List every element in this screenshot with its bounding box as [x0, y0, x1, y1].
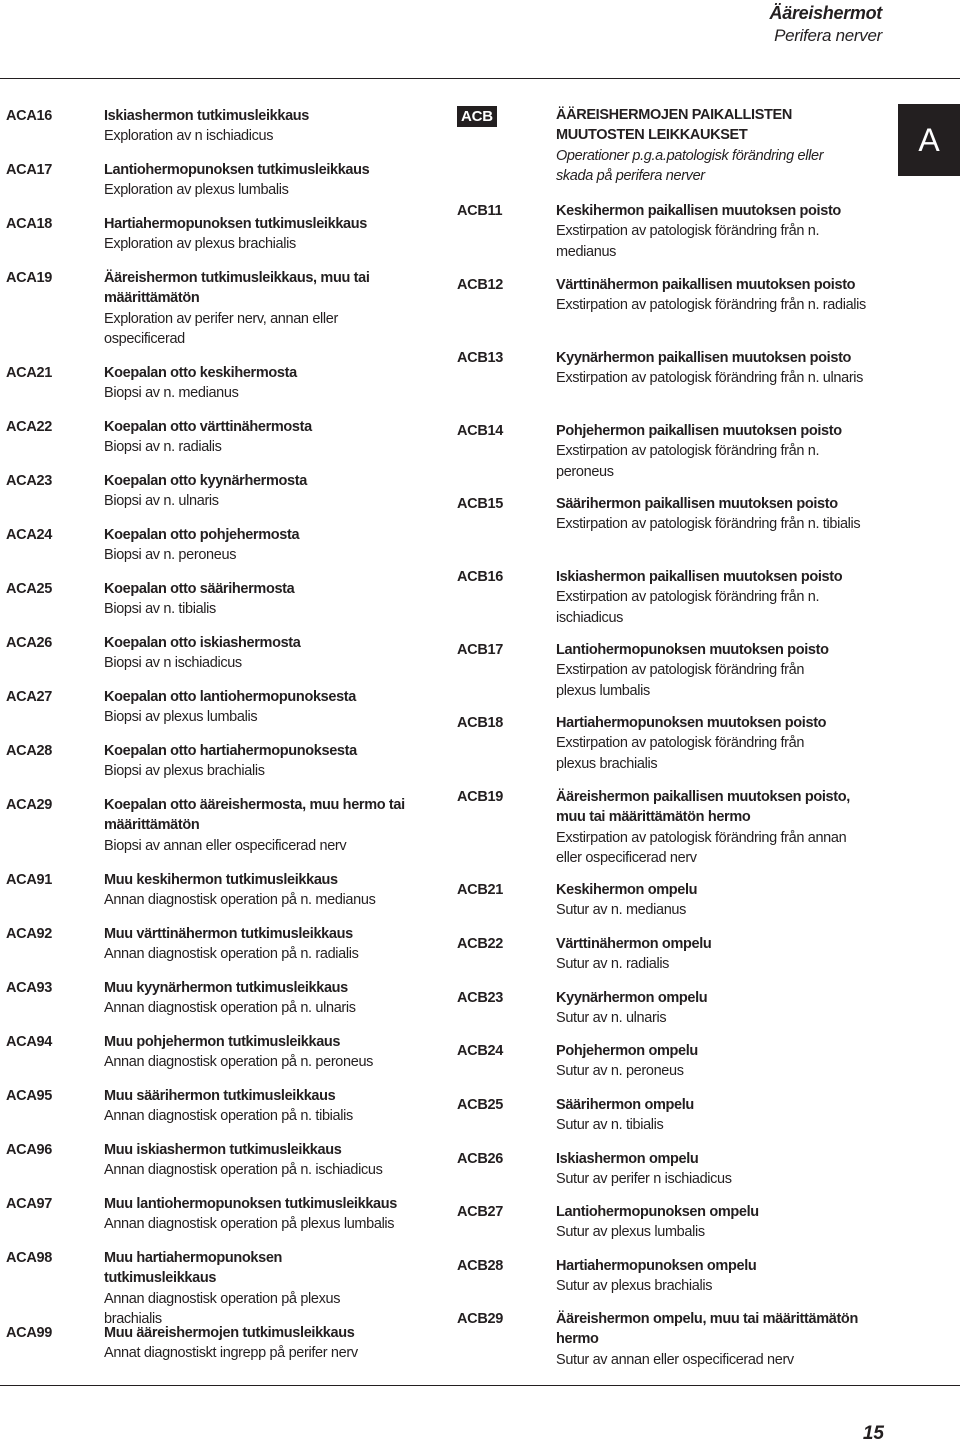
procedure-entry	[556, 934, 876, 975]
procedure-entry	[556, 713, 846, 774]
procedure-title: Muu säärihermon tutkimusleikkaus	[104, 1088, 336, 1104]
procedure-entry	[104, 1194, 434, 1235]
procedure-description: Annan diagnostisk operation på n. peroneus	[104, 1054, 374, 1071]
procedure-title: Keskihermon paikallisen muutoksen poisto	[556, 203, 841, 219]
procedure-title: Muu iskiashermon tutkimusleikkaus	[104, 1142, 342, 1158]
procedure-entry	[556, 787, 871, 869]
procedure-code: ACA93	[6, 980, 53, 996]
procedure-description: Exploration av perifer nerv, annan eller ospecificerad	[104, 310, 338, 348]
procedure-description: Biopsi av plexus brachialis	[104, 763, 265, 780]
procedure-entry	[104, 106, 434, 147]
procedure-title: Koepalan otto lantiohermopunoksesta	[104, 689, 357, 705]
procedure-description: Sutur av n. radialis	[556, 956, 670, 973]
procedure-entry	[104, 1323, 434, 1364]
procedure-entry	[556, 348, 876, 389]
procedure-title: Koepalan otto ääreishermosta, muu hermo tai määrittämätön	[104, 797, 405, 834]
procedure-entry	[556, 494, 876, 535]
procedure-code: ACA16	[6, 108, 53, 124]
procedure-code: ACB13	[457, 350, 504, 366]
procedure-title: Värttinähermon paikallisen muutoksen poisto	[556, 277, 856, 293]
procedure-entry	[556, 880, 876, 921]
procedure-entry	[104, 795, 429, 856]
procedure-code: ACA26	[6, 635, 53, 651]
procedure-description: Exstirpation av patologisk förändring från n. peroneus	[556, 443, 820, 480]
procedure-entry	[556, 567, 876, 628]
procedure-code: ACB17	[457, 642, 504, 658]
procedure-description: Annat diagnostiskt ingrepp på perifer nerv	[104, 1345, 358, 1362]
procedure-code: ACB16	[457, 569, 504, 585]
procedure-code: ACA25	[6, 581, 53, 597]
procedure-entry	[104, 1248, 384, 1330]
procedure-entry	[104, 525, 434, 566]
procedure-entry	[104, 471, 434, 512]
procedure-description: Exstirpation av patologisk förändring från n. radialis	[556, 297, 866, 314]
procedure-entry	[104, 924, 434, 965]
procedure-title: Hartiahermopunoksen muutoksen poisto	[556, 715, 827, 731]
procedure-code: ACA99	[6, 1325, 53, 1341]
procedure-code: ACA28	[6, 743, 53, 759]
procedure-description: Exstirpation av patologisk förändring från plexus lumbalis	[556, 662, 805, 699]
procedure-description: Exstirpation av patologisk förändring från n. ischiadicus	[556, 589, 820, 626]
page-number: 15	[862, 1423, 884, 1444]
procedure-description: Biopsi av n. medianus	[104, 385, 239, 402]
procedure-code: ACA92	[6, 926, 53, 942]
procedure-description: Annan diagnostisk operation på n. tibialis	[104, 1108, 353, 1125]
procedure-code: ACB14	[457, 423, 504, 439]
procedure-code: ACB19	[457, 789, 504, 805]
procedure-code: ACB15	[457, 496, 504, 512]
group-code-badge: ACB	[457, 106, 497, 127]
procedure-entry	[104, 978, 434, 1019]
procedure-code: ACA24	[6, 527, 53, 543]
procedure-title: Ääreishermon tutkimusleikkaus, muu tai määrittämätön	[104, 270, 370, 307]
procedure-entry	[556, 640, 846, 701]
procedure-description: Annan diagnostisk operation på plexus brachialis	[104, 1290, 341, 1328]
procedure-description: Biopsi av annan eller ospecificerad nerv	[104, 837, 347, 854]
procedure-title: Kyynärhermon ompelu	[556, 990, 708, 1006]
procedure-entry	[104, 687, 434, 728]
procedure-title: Lantiohermopunoksen muutoksen poisto	[556, 642, 829, 658]
procedure-description: Sutur av plexus brachialis	[556, 1278, 713, 1295]
procedure-title: Muu pohjehermon tutkimusleikkaus	[104, 1034, 341, 1050]
procedure-code: ACA98	[6, 1250, 53, 1266]
procedure-code: ACA18	[6, 216, 53, 232]
procedure-code: ACA97	[6, 1196, 53, 1212]
procedure-entry	[556, 1041, 876, 1082]
procedure-code: ACA96	[6, 1142, 53, 1158]
procedure-code: ACB23	[457, 990, 504, 1006]
procedure-code: ACB22	[457, 936, 504, 952]
procedure-title: Iskiashermon tutkimusleikkaus	[104, 108, 310, 124]
top-rule	[0, 78, 960, 79]
procedure-title: Säärihermon ompelu	[556, 1097, 694, 1113]
procedure-title: Pohjehermon ompelu	[556, 1043, 698, 1059]
procedure-description: Sutur av n. tibialis	[556, 1117, 664, 1134]
procedure-code: ACA94	[6, 1034, 53, 1050]
procedure-code: ACA21	[6, 365, 53, 381]
procedure-entry	[556, 421, 876, 482]
section-tab: A	[898, 104, 960, 176]
procedure-description: Biopsi av n. ulnaris	[104, 493, 219, 510]
header-subtitle: Perifera nerver	[774, 26, 882, 45]
procedure-description: Exstirpation av patologisk förändring från n. medianus	[556, 223, 820, 260]
procedure-title: Muu kyynärhermon tutkimusleikkaus	[104, 980, 348, 996]
procedure-entry	[104, 870, 434, 911]
procedure-title: Muu keskihermon tutkimusleikkaus	[104, 872, 338, 888]
bottom-rule	[0, 1385, 960, 1386]
procedure-code: ACA91	[6, 872, 53, 888]
procedure-description: Annan diagnostisk operation på n. medianus	[104, 892, 376, 909]
procedure-description: Sutur av perifer n ischiadicus	[556, 1171, 732, 1188]
procedure-code: ACA17	[6, 162, 53, 178]
procedure-description: Exstirpation av patologisk förändring från n. tibialis	[556, 516, 861, 533]
procedure-title: Muu lantiohermopunoksen tutkimusleikkaus	[104, 1196, 397, 1212]
procedure-description: Annan diagnostisk operation på n. radialis	[104, 946, 359, 963]
procedure-title: Pohjehermon paikallisen muutoksen poisto	[556, 423, 842, 439]
procedure-entry	[104, 633, 434, 674]
procedure-title: Koepalan otto keskihermosta	[104, 365, 297, 381]
procedure-entry	[104, 579, 434, 620]
procedure-title: Iskiashermon paikallisen muutoksen poisto	[556, 569, 843, 585]
procedure-description: Annan diagnostisk operation på n. ischiadicus	[104, 1162, 383, 1179]
procedure-title: Ääreishermon paikallisen muutoksen poisto, muu tai määrittämätön hermo	[556, 789, 850, 826]
procedure-entry	[556, 201, 876, 262]
procedure-code: ACB26	[457, 1151, 504, 1167]
procedure-title: Lantiohermopunoksen tutkimusleikkaus	[104, 162, 370, 178]
procedure-description: Exstirpation av patologisk förändring från annan eller ospecificerad nerv	[556, 829, 847, 867]
procedure-title: Keskihermon ompelu	[556, 882, 698, 898]
procedure-entry	[556, 988, 876, 1029]
procedure-entry	[556, 275, 876, 316]
procedure-entry	[556, 1202, 876, 1243]
procedure-description: Sutur av plexus lumbalis	[556, 1224, 705, 1241]
procedure-code: ACB18	[457, 715, 504, 731]
header-title: Ääreishermot	[769, 3, 882, 23]
procedure-entry	[104, 741, 434, 782]
procedure-code: ACA95	[6, 1088, 53, 1104]
procedure-code: ACB25	[457, 1097, 504, 1113]
page-header	[770, 2, 882, 47]
procedure-entry	[104, 363, 434, 404]
procedure-description: Sutur av annan eller ospecificerad nerv	[556, 1351, 794, 1368]
procedure-title: Koepalan otto kyynärhermosta	[104, 473, 307, 489]
group-heading	[556, 105, 856, 187]
procedure-entry	[556, 1095, 876, 1136]
procedure-description: Biopsi av n. tibialis	[104, 601, 216, 618]
procedure-description: Sutur av n. ulnaris	[556, 1010, 667, 1027]
procedure-description: Annan diagnostisk operation på plexus lumbalis	[104, 1216, 395, 1233]
procedure-title: Koepalan otto iskiashermosta	[104, 635, 301, 651]
procedure-title: Koepalan otto säärihermosta	[104, 581, 295, 597]
procedure-entry	[104, 268, 389, 350]
procedure-description: Biopsi av n. radialis	[104, 439, 222, 456]
procedure-title: Kyynärhermon paikallisen muutoksen poisto	[556, 350, 852, 366]
group-description: Operationer p.g.a.patologisk förändring eller skada på perifera nerver	[556, 147, 824, 185]
procedure-entry	[104, 160, 434, 201]
procedure-description: Biopsi av n ischiadicus	[104, 655, 242, 672]
procedure-title: Muu värttinähermon tutkimusleikkaus	[104, 926, 353, 942]
procedure-title: Värttinähermon ompelu	[556, 936, 712, 952]
procedure-description: Biopsi av plexus lumbalis	[104, 709, 258, 726]
procedure-code: ACA19	[6, 270, 53, 286]
procedure-title: Hartiahermopunoksen ompelu	[556, 1258, 757, 1274]
procedure-entry	[104, 1086, 434, 1127]
procedure-description: Biopsi av n. peroneus	[104, 547, 237, 564]
procedure-description: Exstirpation av patologisk förändring från plexus brachialis	[556, 735, 805, 772]
procedure-title: Säärihermon paikallisen muutoksen poisto	[556, 496, 838, 512]
procedure-code: ACA27	[6, 689, 53, 705]
procedure-code: ACA22	[6, 419, 53, 435]
procedure-title: Koepalan otto hartiahermopunoksesta	[104, 743, 357, 759]
procedure-code: ACB11	[457, 203, 503, 219]
procedure-entry	[556, 1149, 876, 1190]
procedure-title: Lantiohermopunoksen ompelu	[556, 1204, 759, 1220]
procedure-description: Exploration av plexus lumbalis	[104, 182, 289, 199]
procedure-title: Koepalan otto värttinähermosta	[104, 419, 312, 435]
procedure-title: Ääreishermon ompelu, muu tai määrittämätön hermo	[556, 1311, 858, 1348]
procedure-entry	[556, 1309, 876, 1370]
procedure-title: Koepalan otto pohjehermosta	[104, 527, 300, 543]
procedure-description: Annan diagnostisk operation på n. ulnaris	[104, 1000, 356, 1017]
procedure-description: Exploration av plexus brachialis	[104, 236, 296, 253]
procedure-code: ACA29	[6, 797, 53, 813]
procedure-code: ACB12	[457, 277, 504, 293]
procedure-entry	[104, 417, 434, 458]
procedure-description: Exploration av n ischiadicus	[104, 128, 274, 145]
procedure-code: ACB24	[457, 1043, 504, 1059]
procedure-description: Sutur av n. peroneus	[556, 1063, 684, 1080]
procedure-description: Sutur av n. medianus	[556, 902, 687, 919]
group-title: ÄÄREISHERMOJEN PAIKALLISTEN MUUTOSTEN LEIKKAUKSET	[556, 107, 792, 144]
procedure-entry	[104, 214, 434, 255]
procedure-title: Hartiahermopunoksen tutkimusleikkaus	[104, 216, 367, 232]
procedure-code: ACB27	[457, 1204, 504, 1220]
procedure-code: ACB29	[457, 1311, 504, 1327]
procedure-entry	[104, 1032, 434, 1073]
procedure-entry	[104, 1140, 434, 1181]
procedure-code: ACA23	[6, 473, 53, 489]
procedure-entry	[556, 1256, 876, 1297]
procedure-description: Exstirpation av patologisk förändring från n. ulnaris	[556, 370, 864, 387]
procedure-title: Muu hartiahermopunoksen tutkimusleikkaus	[104, 1250, 283, 1287]
procedure-code: ACB28	[457, 1258, 504, 1274]
procedure-title: Muu ääreishermojen tutkimusleikkaus	[104, 1325, 355, 1341]
procedure-code: ACB21	[457, 882, 504, 898]
procedure-title: Iskiashermon ompelu	[556, 1151, 699, 1167]
